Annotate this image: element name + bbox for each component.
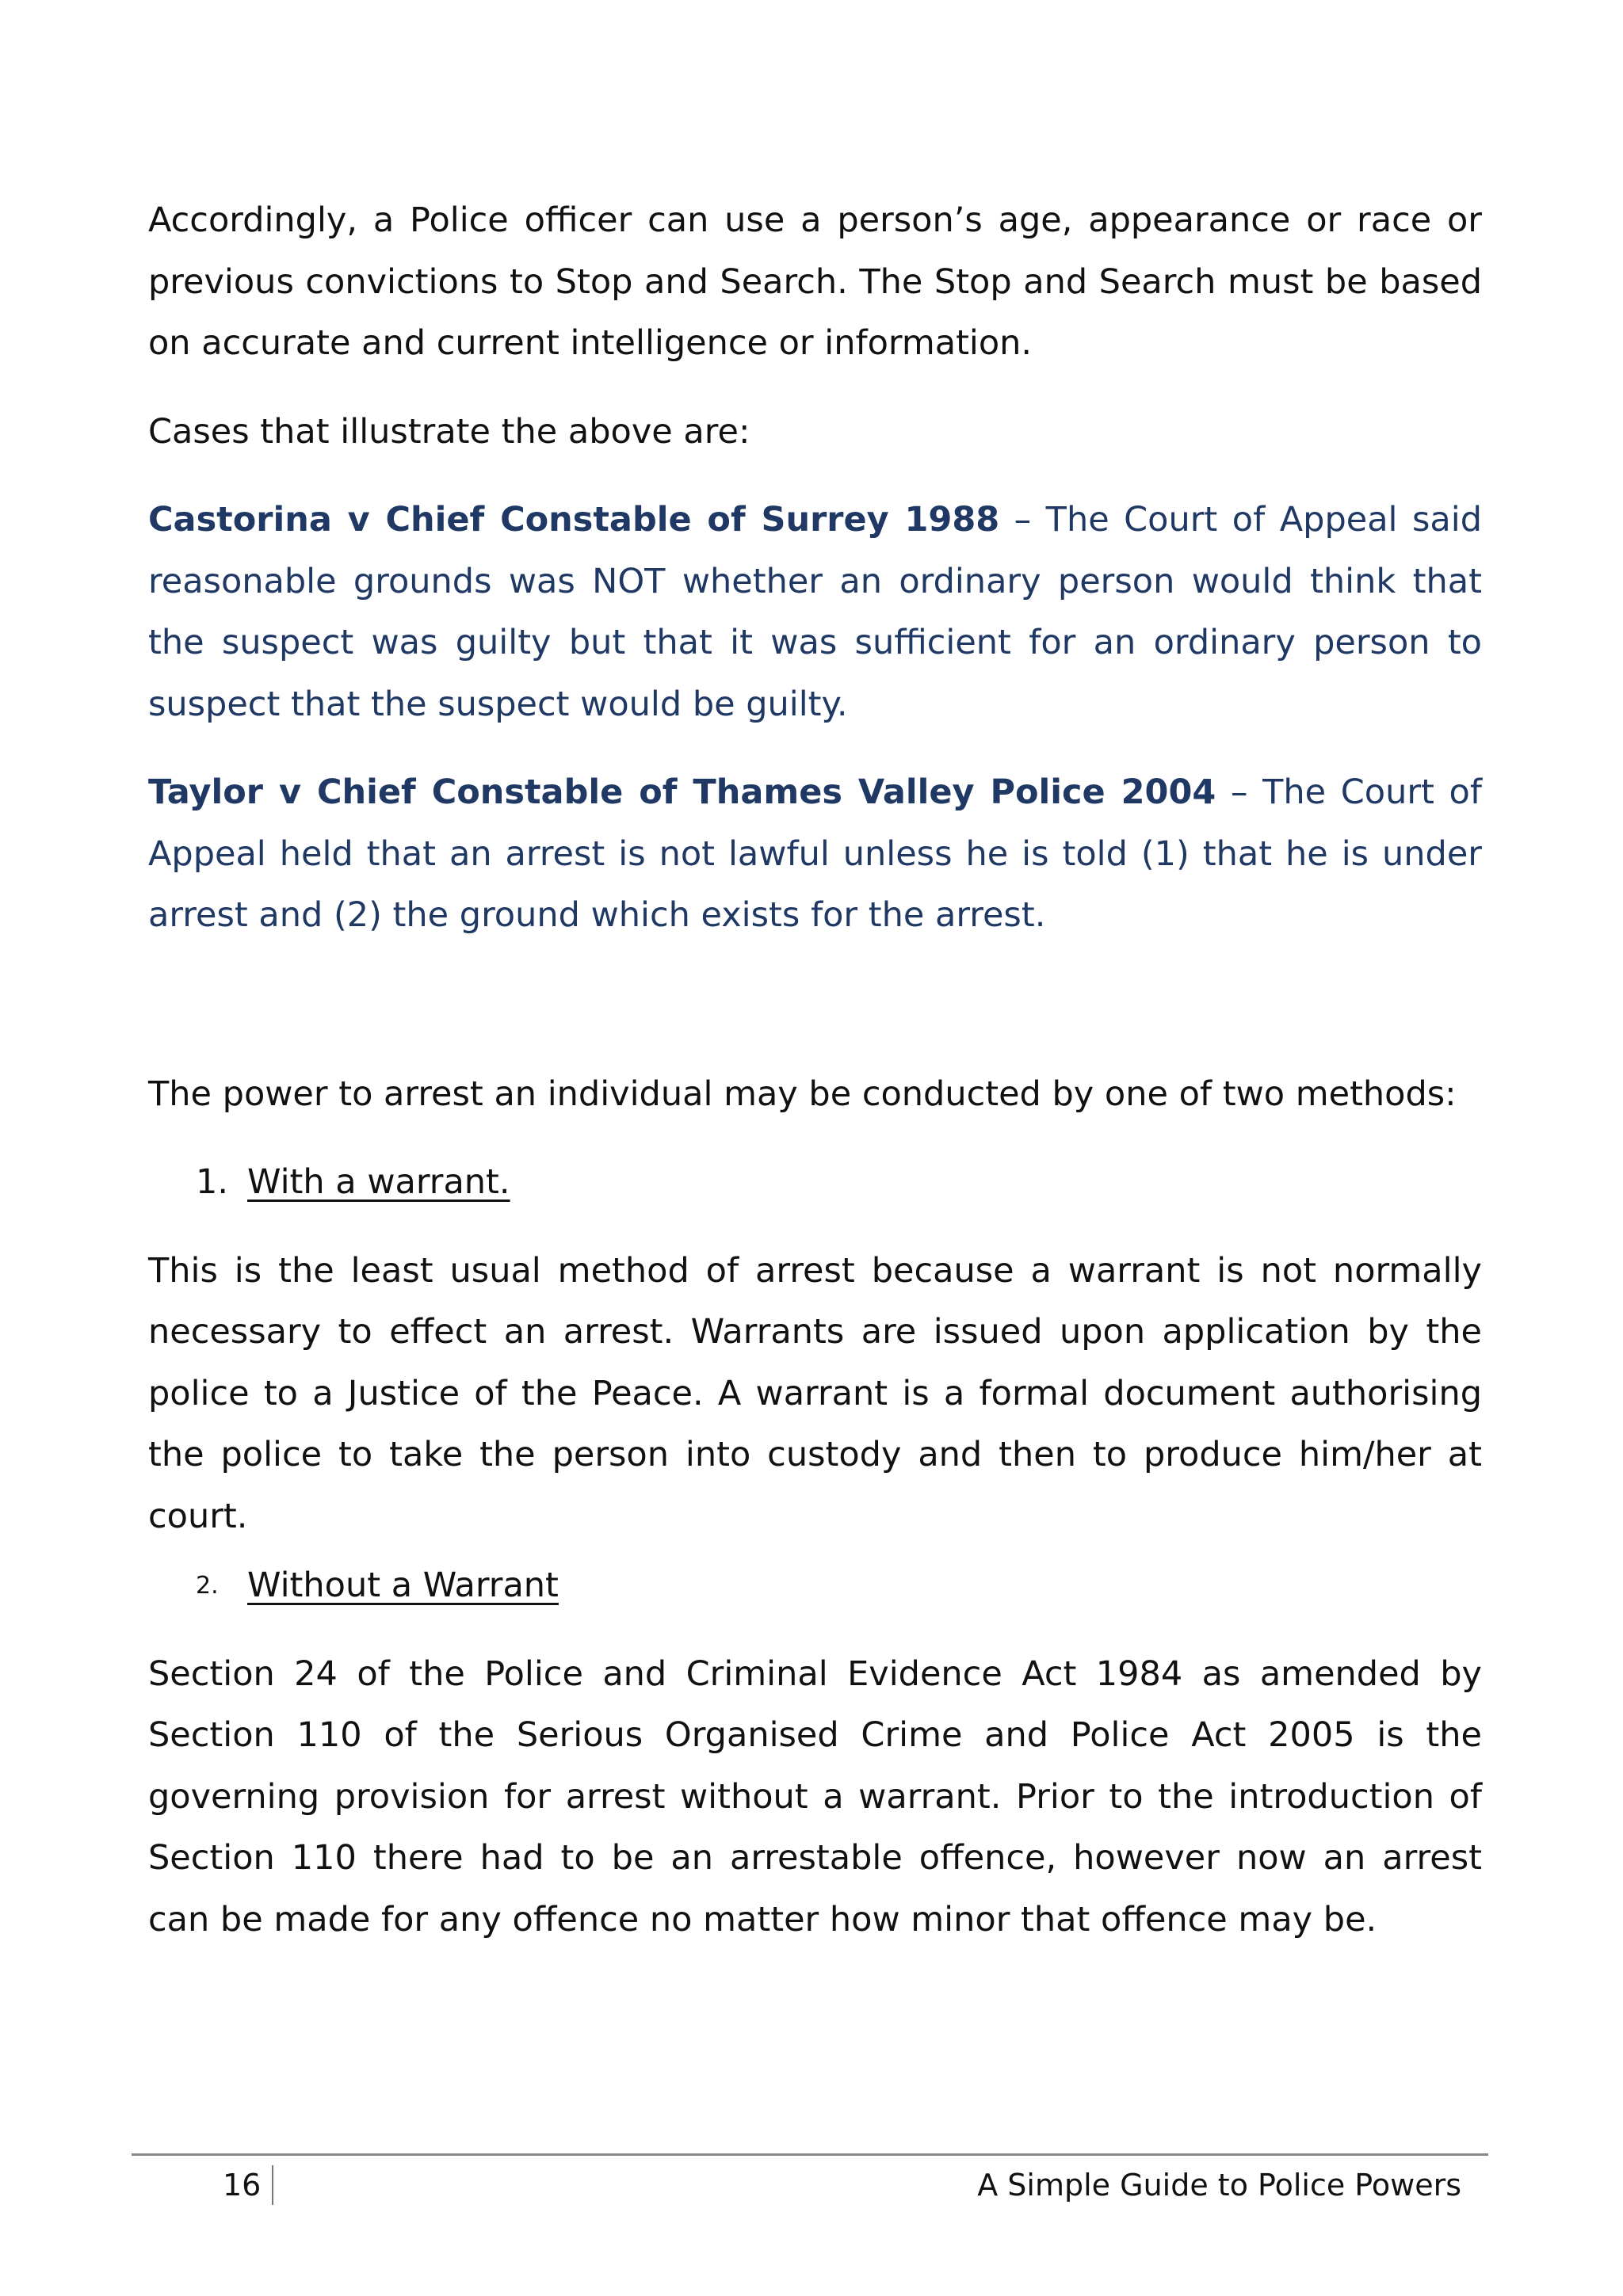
case-text: – The Court of Appeal said reasonable grounds was NOT whether an ordinary person would think that the suspect was guilty but that it was sufficient for an ordinary person to suspect that the suspect would be guilty.: [148, 500, 1482, 724]
page-number: 16: [223, 2165, 273, 2205]
list-number: 1.: [196, 1162, 229, 1202]
list-number: 2.: [196, 1572, 219, 1600]
case-text: – The Court of Appeal held that an arrest is not lawful unless he is told (1) that he is under arrest and (2) the ground which exists for the arrest.: [148, 772, 1482, 935]
method-title: Without a Warrant: [247, 1566, 559, 1605]
page-footer: [132, 2153, 1488, 2219]
method-2-heading: [196, 1555, 1482, 1617]
paragraph-cases-intro: Cases that illustrate the above are:: [148, 411, 750, 452]
case-taylor: [148, 762, 1482, 947]
page-body: [148, 190, 1482, 1951]
method-title: With a warrant.: [247, 1162, 510, 1202]
case-castorina: [148, 490, 1482, 735]
footer-title: A Simple Guide to Police Powers: [977, 2168, 1461, 2203]
paragraph-without-warrant: Section 24 of the Police and Criminal Evidence Act 1984 as amended by Section 110 of the Serious Organised Crime and Police Act 2005 is the governing provision for arrest without a warrant. Prior to the introduction of Section 110 there had to be an arrestable offence, however now an arrest can be made for any offence no matter how minor that offence may be.: [148, 1653, 1482, 1939]
paragraph-arrest-intro: The power to arrest an individual may be conducted by one of two methods:: [148, 1074, 1457, 1114]
section-spacer: [148, 947, 1482, 1064]
paragraph-intelligence: Accordingly, a Police officer can use a person’s age, appearance or race or previous convictions to Stop and Search. The Stop and Search must be based on accurate and current intelligence or information.: [148, 200, 1482, 363]
case-name: Taylor v Chief Constable of Thames Valley Police 2004: [148, 772, 1216, 812]
paragraph-with-warrant: This is the least usual method of arrest because a warrant is not normally necessary to effect an arrest. Warrants are issued upon application by the police to a Justice of the Peace. A warrant is a formal document authorising the police to take the person into custody and then to produce him/her at court.: [148, 1250, 1482, 1536]
case-name: Castorina v Chief Constable of Surrey 1988: [148, 500, 1000, 540]
method-1-heading: [196, 1152, 1482, 1214]
